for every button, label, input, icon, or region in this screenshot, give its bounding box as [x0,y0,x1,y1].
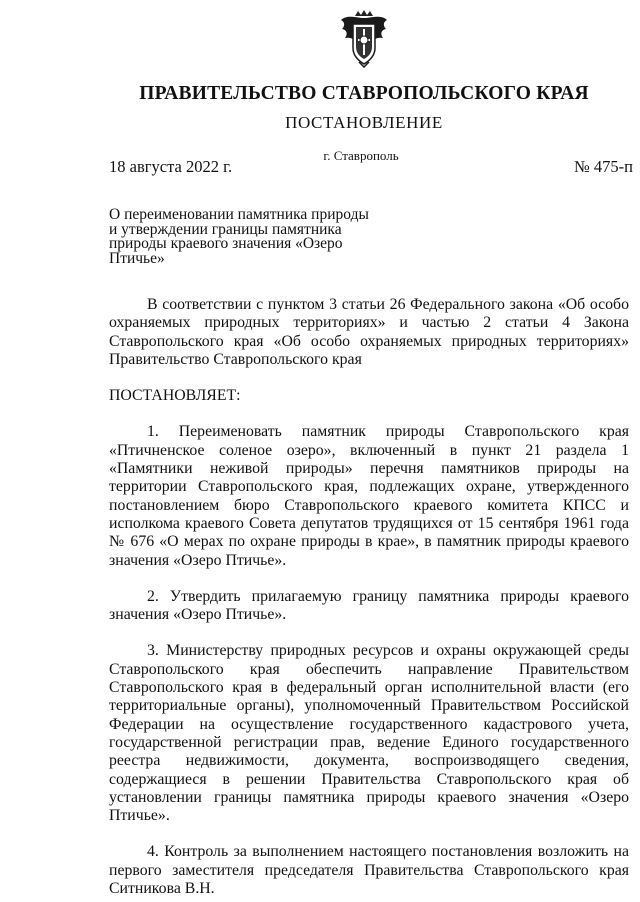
preamble-paragraph: В соответствии с пунктом 3 статьи 26 Федерального закона «Об особо охраняемых природных территориях» и частью 2 статьи 4 Закона Ставропольского края «Об особо охраняемых природных территориях» Правительство Ставропольского края [109,296,629,368]
document-date: 18 августа 2022 г. [109,157,233,176]
item-1-paragraph: 1. Переименовать памятник природы Ставропольского края «Птичненское соленое озеро», включенный в пункт 21 раздела 1 «Памятники неживой природы» перечня памятников природы на территории Ставропольского края, подлежащих охране, утвержденного постановлением бюро Ставропольского краевого комитета КПСС и исполкома краевого Совета депутатов трудящихся от 15 сентября 1961 года № 676 «О мерах по охране природы в крае», в памятник природы краевого значения «Озеро Птичье». [109,423,629,569]
item-2-paragraph: 2. Утвердить прилагаемую границу памятника природы краевого значения «Озеро Птичье». [109,587,629,624]
item-3-paragraph: 3. Министерству природных ресурсов и охраны окружающей среды Ставропольского края обеспечить направление Правительством Ставропольского края в федеральный орган исполнительной власти (его территориальные органы), уполномоченный Правительством Российской Федерации на осуществление государственного кадастрового учета, государственной регистрации прав, ведение Единого государственного реестра недвижимости, документа, воспроизводящего сведения, содержащиеся в решении Правительства Ставропольского края об установлении границы памятника природы краевого значения «Озеро Птичье». [109,642,629,825]
document-body [109,296,629,898]
resolve-heading: ПОСТАНОВЛЯЕТ: [109,387,241,405]
document-type: ПОСТАНОВЛЕНИЕ [285,113,443,132]
stavropol-coat-of-arms-icon [339,10,389,68]
government-title: ПРАВИТЕЛЬСТВО СТАВРОПОЛЬСКОГО КРАЯ [139,83,589,104]
city: г. Ставрополь [323,148,399,163]
document-subject: О переименовании памятника природы и утверждении границы памятника природы краевого значения «Озеро Птичье» [109,206,369,267]
item-4-paragraph: 4. Контроль за выполнением настоящего постановления возложить на первого заместителя председателя Правительства Ставропольского края Ситникова В.Н. [109,843,629,898]
document-number: № 475-п [574,157,633,176]
